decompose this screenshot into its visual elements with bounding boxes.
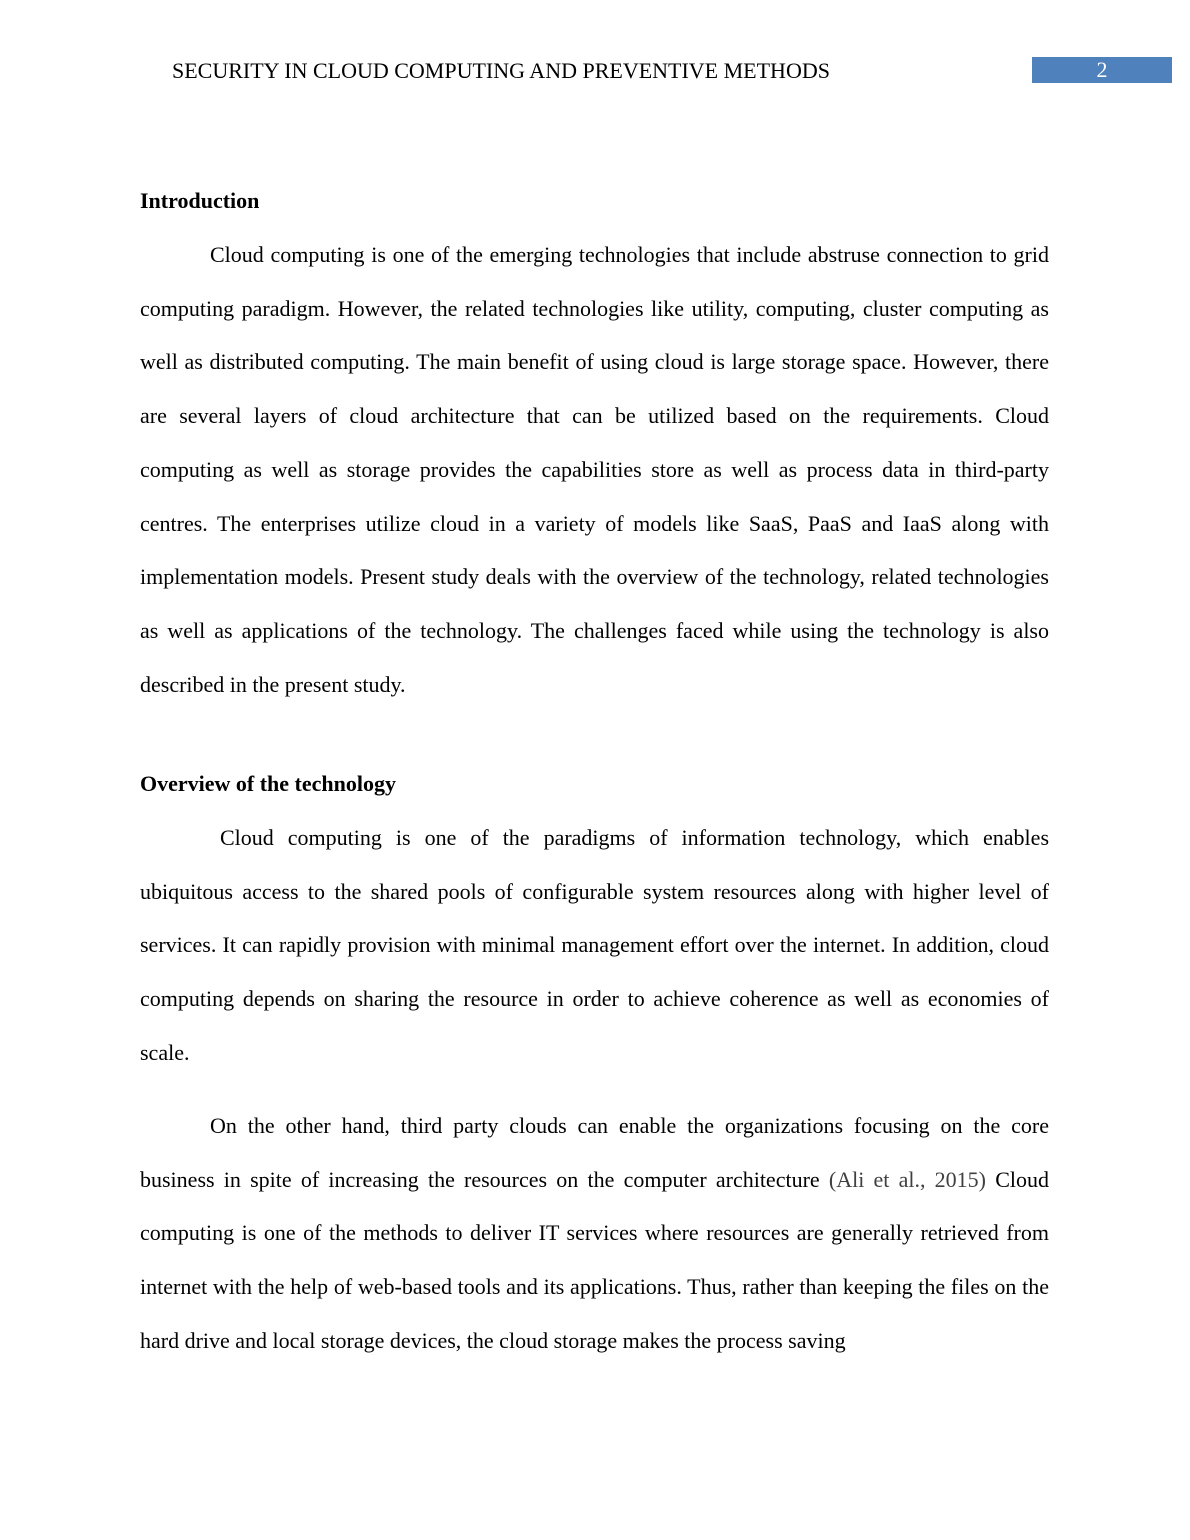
introduction-heading: Introduction	[140, 188, 260, 213]
running-head: SECURITY IN CLOUD COMPUTING AND PREVENTIVE METHODS	[172, 58, 830, 83]
introduction-paragraph: Cloud computing is one of the emerging technologies that include abstruse connection to grid computing paradigm. However, the related technologies like utility, computing, cluster computing as well as distributed computing. The main benefit of using cloud is large storage space. However, there are several layers of cloud architecture that can be utilized based on the requirements. Cloud computing as well as storage provides the capabilities store as well as process data in third-party centres. The enterprises utilize cloud in a variety of models like SaaS, PaaS and IaaS along with implementation models. Present study deals with the overview of the technology, related technologies as well as applications of the technology. The challenges faced while using the technology is also described in the present study.	[140, 242, 1049, 697]
paragraph-text: Cloud computing is one of the methods to deliver IT services where resources are generally retrieved from internet with the help of web-based tools and its applications. Thus, rather than keeping the files on the hard drive and local storage devices, the cloud storage makes the process saving	[140, 1166, 1049, 1353]
overview-paragraph-2	[140, 1099, 1049, 1368]
page-number: 2	[1032, 57, 1172, 83]
overview-paragraph-1: Cloud computing is one of the paradigms of information technology, which enables ubiquitous access to the shared pools of configurable system resources along with higher level of services. It can rapidly provision with minimal management effort over the internet. In addition, cloud computing depends on sharing the resource in order to achieve coherence as well as economies of scale.	[140, 825, 1049, 1065]
overview-heading: Overview of the technology	[140, 771, 396, 796]
paragraph-text: On the other hand, third party clouds can enable the organizations focusing on the core business in spite of increasing the resources on the computer architecture	[140, 1113, 1049, 1192]
citation: (Ali et al., 2015)	[828, 1166, 986, 1192]
